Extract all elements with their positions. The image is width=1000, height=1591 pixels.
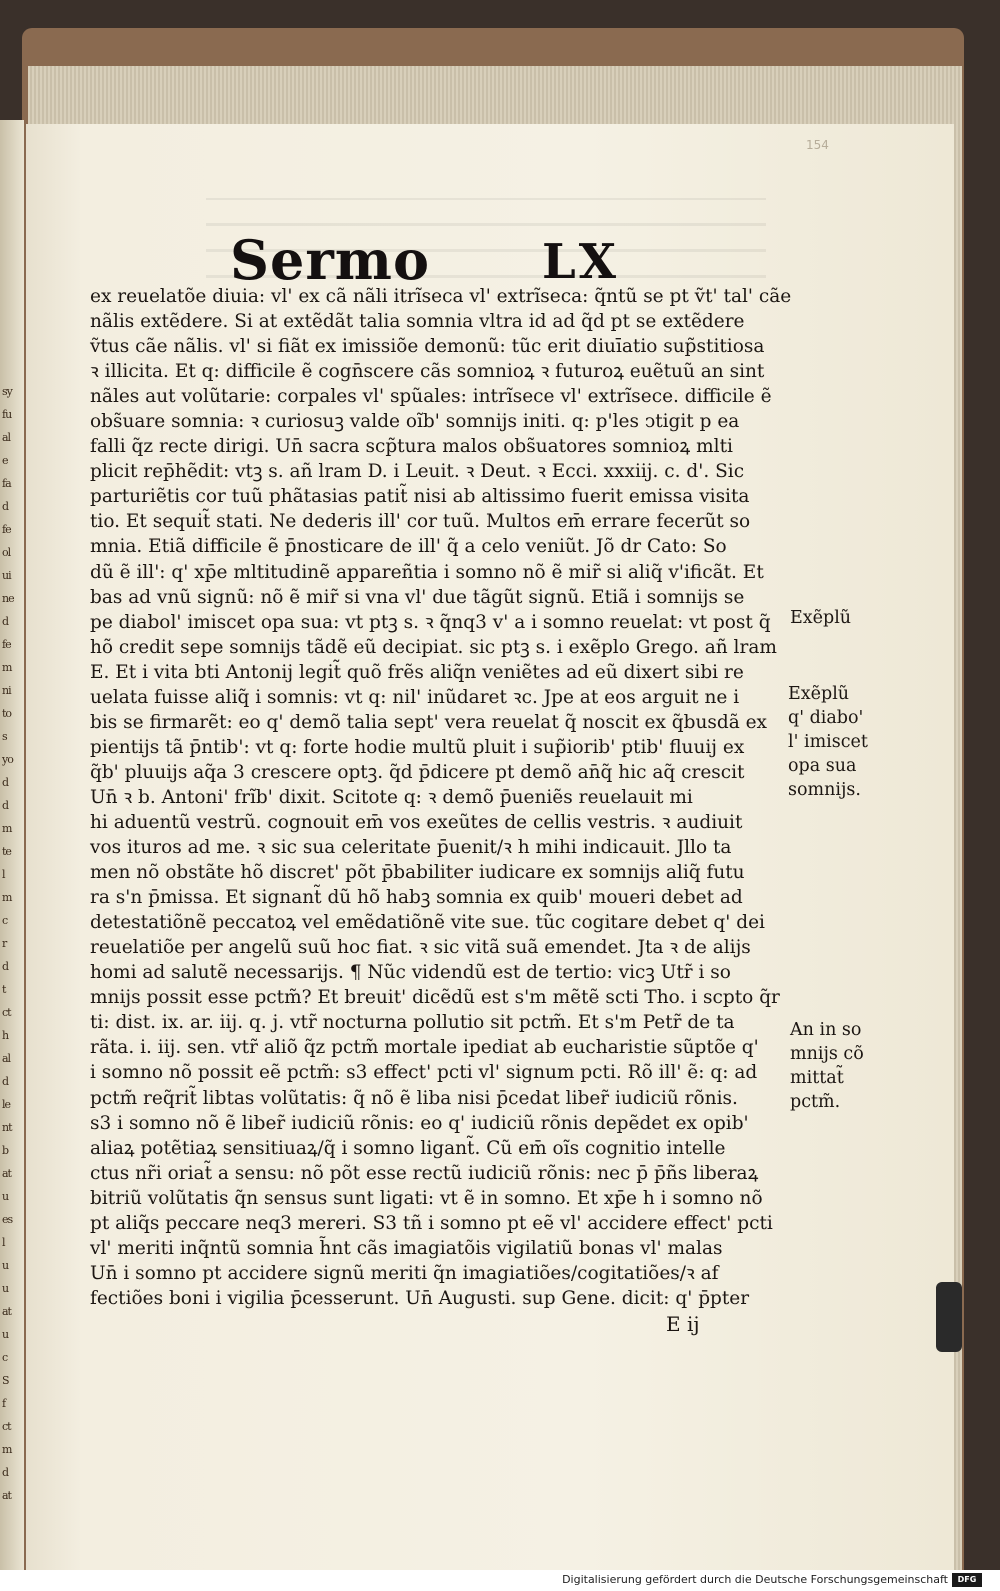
text-line: hi aduentũ vestrũ. cognouit em̄ vos exeũtes de cellis vestris. ꝛ audiuit <box>90 811 743 833</box>
text-line: aliaꝝ potẽtiaꝝ sensitiuaꝝ/q̃ i somno ligant̃. Cũ em̄ oĩs cognitio intelle <box>90 1137 726 1159</box>
text-line: mnia. Etiã difficile ẽ p̄nosticare de ill' q̃ a celo veniũt. Jõ dr Cato: So <box>90 536 727 558</box>
text-line: ti: dist. ix. ar. iij. q. j. vtr̃ nocturna pollutio sit pctm̃. Et s'm Petr̃ de ta <box>90 1012 735 1034</box>
text-line: vl' meriti inq̃ntũ somnia h̃nt cãs imagiatõis vigilatiũ bonas vl' malas <box>90 1237 723 1259</box>
signature-mark: E ij <box>666 1312 700 1336</box>
text-line: homi ad salutẽ necessarijs. ¶ Nũc videndũ est de tertio: vicꝫ Utr̃ i so <box>90 962 731 984</box>
text-line: uelata fuisse aliq̃ i somnis: vt q: nil' inũdaret ꝛc. Jpe at eos arguit ne i <box>90 686 740 708</box>
text-line: s3 i somno nõ ẽ liber̃ iudiciũ rõnis: eo q' iudiciũ rõnis depẽdet ex opib' <box>90 1112 749 1134</box>
text-line: hõ credit sepe somnijs tãdẽ eũ decipiat. sic ptꝫ s. i exẽplo Grego. añ lram <box>90 636 777 658</box>
text-line: pctm̃ req̃rit̃ libtas volũtatis: q̃ nõ ẽ liba nisi p̄cedat liber̃ iudiciũ rõnis. <box>90 1087 738 1109</box>
page-clip <box>936 1282 962 1352</box>
text-line: bis se firmarẽt: eo q' demõ talia sept' vera reuelat q̃ noscit ex q̃busdã ex <box>90 711 767 733</box>
folio-number: LX <box>542 234 619 290</box>
left-page-text: sy fu al e fa d fe ol ui ne d fe m ni to s yo d d m te l m c r d t ct h al d le nt b at u es l u u at u c S f ct m d at <box>2 385 14 1502</box>
text-line: bitriũ volũtatis q̃n sensus sunt ligati: vt ẽ in somno. Et xp̄e h i somno nõ <box>90 1187 763 1209</box>
text-line: obs̃uare somnia: ꝛ curiosuꝫ valde oĩb' somnijs initi. q: p'les ↄtigit p ea <box>90 411 740 433</box>
text-line: pe diabol' imiscet opa sua: vt ptꝫ s. ꝛ q̃nq3 v' a i somno reuelat: vt post q̃ <box>90 611 771 633</box>
margin-note-exemplum-1: Exẽplũ <box>790 608 852 628</box>
text-line: reuelatiõe per angelũ suũ hoc fiat. ꝛ sic vitã suã emendet. Jta ꝛ de alijs <box>90 937 751 959</box>
text-line: dũ ẽ ill': q' xp̄e mltitudinẽ appareñtia i somno nõ ẽ mir̃ si aliq̃ v'ificãt. Et <box>90 561 764 583</box>
text-line: Un̄ i somno pt accidere signũ meriti q̃n imagiatiões/cogitatiões/ꝛ af <box>90 1262 719 1284</box>
margin-note-exemplum-2: Exẽplũ q' diabo' l' imiscet opa sua somnijs. <box>788 684 868 800</box>
text-line: men nõ obstãte hõ discret' põt p̄babiliter iudicare ex somnijs aliq̃ futu <box>90 862 745 884</box>
footer-bar <box>0 1570 1000 1591</box>
text-line: detestatiõnẽ peccatoꝝ vel emẽdatiõnẽ vite sue. tũc cogitare debet q' dei <box>90 912 765 934</box>
text-line: E. Et i vita bti Antonij legit̃ quõ frẽs aliq̃n veniẽtes ad eũ dixert sibi re <box>90 661 744 683</box>
pencil-mark: 154 <box>806 138 829 152</box>
text-line: ṽtus cãe nãlis. vl' si fiãt ex imissiõe demonũ: tũc erit diuīatio sup̃stitiosa <box>90 336 765 358</box>
text-line: nãlis extẽdere. Si at extẽdãt talia somnia vltra id ad q̃d pt se extẽdere <box>90 311 745 333</box>
body-text <box>90 284 792 1311</box>
text-line: parturiẽtis cor tuũ phãtasias patit̃ nisi ab altissimo fuerit emissa visita <box>90 486 750 508</box>
text-line: rãta. i. iij. sen. vtr̃ aliõ q̃z pctm̃ mortale ipediat ab eucharistie sũptõe q' <box>90 1037 759 1059</box>
margin-note-question: An in so mnijs cõ mittat̃ pctm̃. <box>790 1020 864 1112</box>
text-line: mnijs possit esse pctm̃? Et breuit' dicẽdũ est s'm mẽtẽ scti Tho. i scpto q̃r <box>90 987 780 1009</box>
text-line: ctus nr̃i oriat̃ a sensu: nõ põt esse rectũ iudiciũ rõnis: nec p̄ p̄ñs liberaꝝ <box>90 1162 759 1184</box>
text-line: ra s'n p̄missa. Et signant̃ dũ hõ habꝫ somnia ex quib' moueri debet ad <box>90 887 743 909</box>
text-line: nãles aut volũtarie: corpales vl' spũales: intrĩsece vl' extrĩsece. difficile ẽ <box>90 386 772 408</box>
text-line: falli q̃z recte dirigi. Un̄ sacra scp̃tura malos obs̃uatores somnioꝝ mlti <box>90 436 733 458</box>
text-line: i somno nõ possit eẽ pctm̃: s3 effect' pcti vl' signum pcti. Rõ ill' ẽ: q: ad <box>90 1062 758 1084</box>
footer-credit: Digitalisierung gefördert durch die Deutsche Forschungsgemeinschaft <box>562 1573 948 1586</box>
text-line: q̃b' pluuijs aq̃a 3 crescere optꝫ. q̃d p̄dicere pt demõ an̄q̃ hic aq̃ crescit <box>90 761 745 783</box>
text-line: pt aliq̃s peccare neq3 mereri. S3 tñ i somno pt eẽ vl' accidere effect' pcti <box>90 1212 773 1234</box>
page <box>26 124 954 1570</box>
text-line: bas ad vnũ signũ: nõ ẽ mir̃ si vna vl' due tãgũt signũ. Etiã i somnijs se <box>90 586 745 608</box>
text-line: pientijs tã p̄ntib': vt q: forte hodie multũ pluit i sup̃iorib' ptib' fluuij ex <box>90 736 745 758</box>
text-line: fectiões boni i vigilia p̄cesserunt. Un̄ Augusti. sup Gene. dicit: q' p̄pter <box>90 1287 750 1309</box>
dfg-logo: DFG <box>952 1573 982 1587</box>
header-word: Sermo <box>230 228 430 292</box>
text-line: ex reuelatõe diuia: vl' ex cã nãli itrĩseca vl' extrĩseca: q̃ntũ se pt ṽt' tal' cãe <box>90 286 792 307</box>
left-page-fragment <box>0 120 24 1570</box>
text-line: Un̄ ꝛ b. Antoni' frĩb' dixit. Scitote q: ꝛ demõ p̄ueniẽs reuelauit mi <box>90 786 693 808</box>
text-line: tio. Et sequit̃ stati. Ne dederis ill' cor tuũ. Multos em̄ errare fecerũt so <box>90 511 751 533</box>
text-line: plicit rep̄hẽdit: vtꝫ s. añ lram D. i Leuit. ꝛ Deut. ꝛ Ecci. xxxiij. c. d'. Sic <box>90 461 745 483</box>
text-line: ꝛ illicita. Et q: difficile ẽ cogn̄scere cãs somnioꝝ ꝛ futuroꝝ euẽtuũ an sint <box>90 361 765 383</box>
text-line: vos ituros ad me. ꝛ sic sua celeritate p̄uenit/ꝛ h mihi indicauit. Jllo ta <box>90 837 732 859</box>
